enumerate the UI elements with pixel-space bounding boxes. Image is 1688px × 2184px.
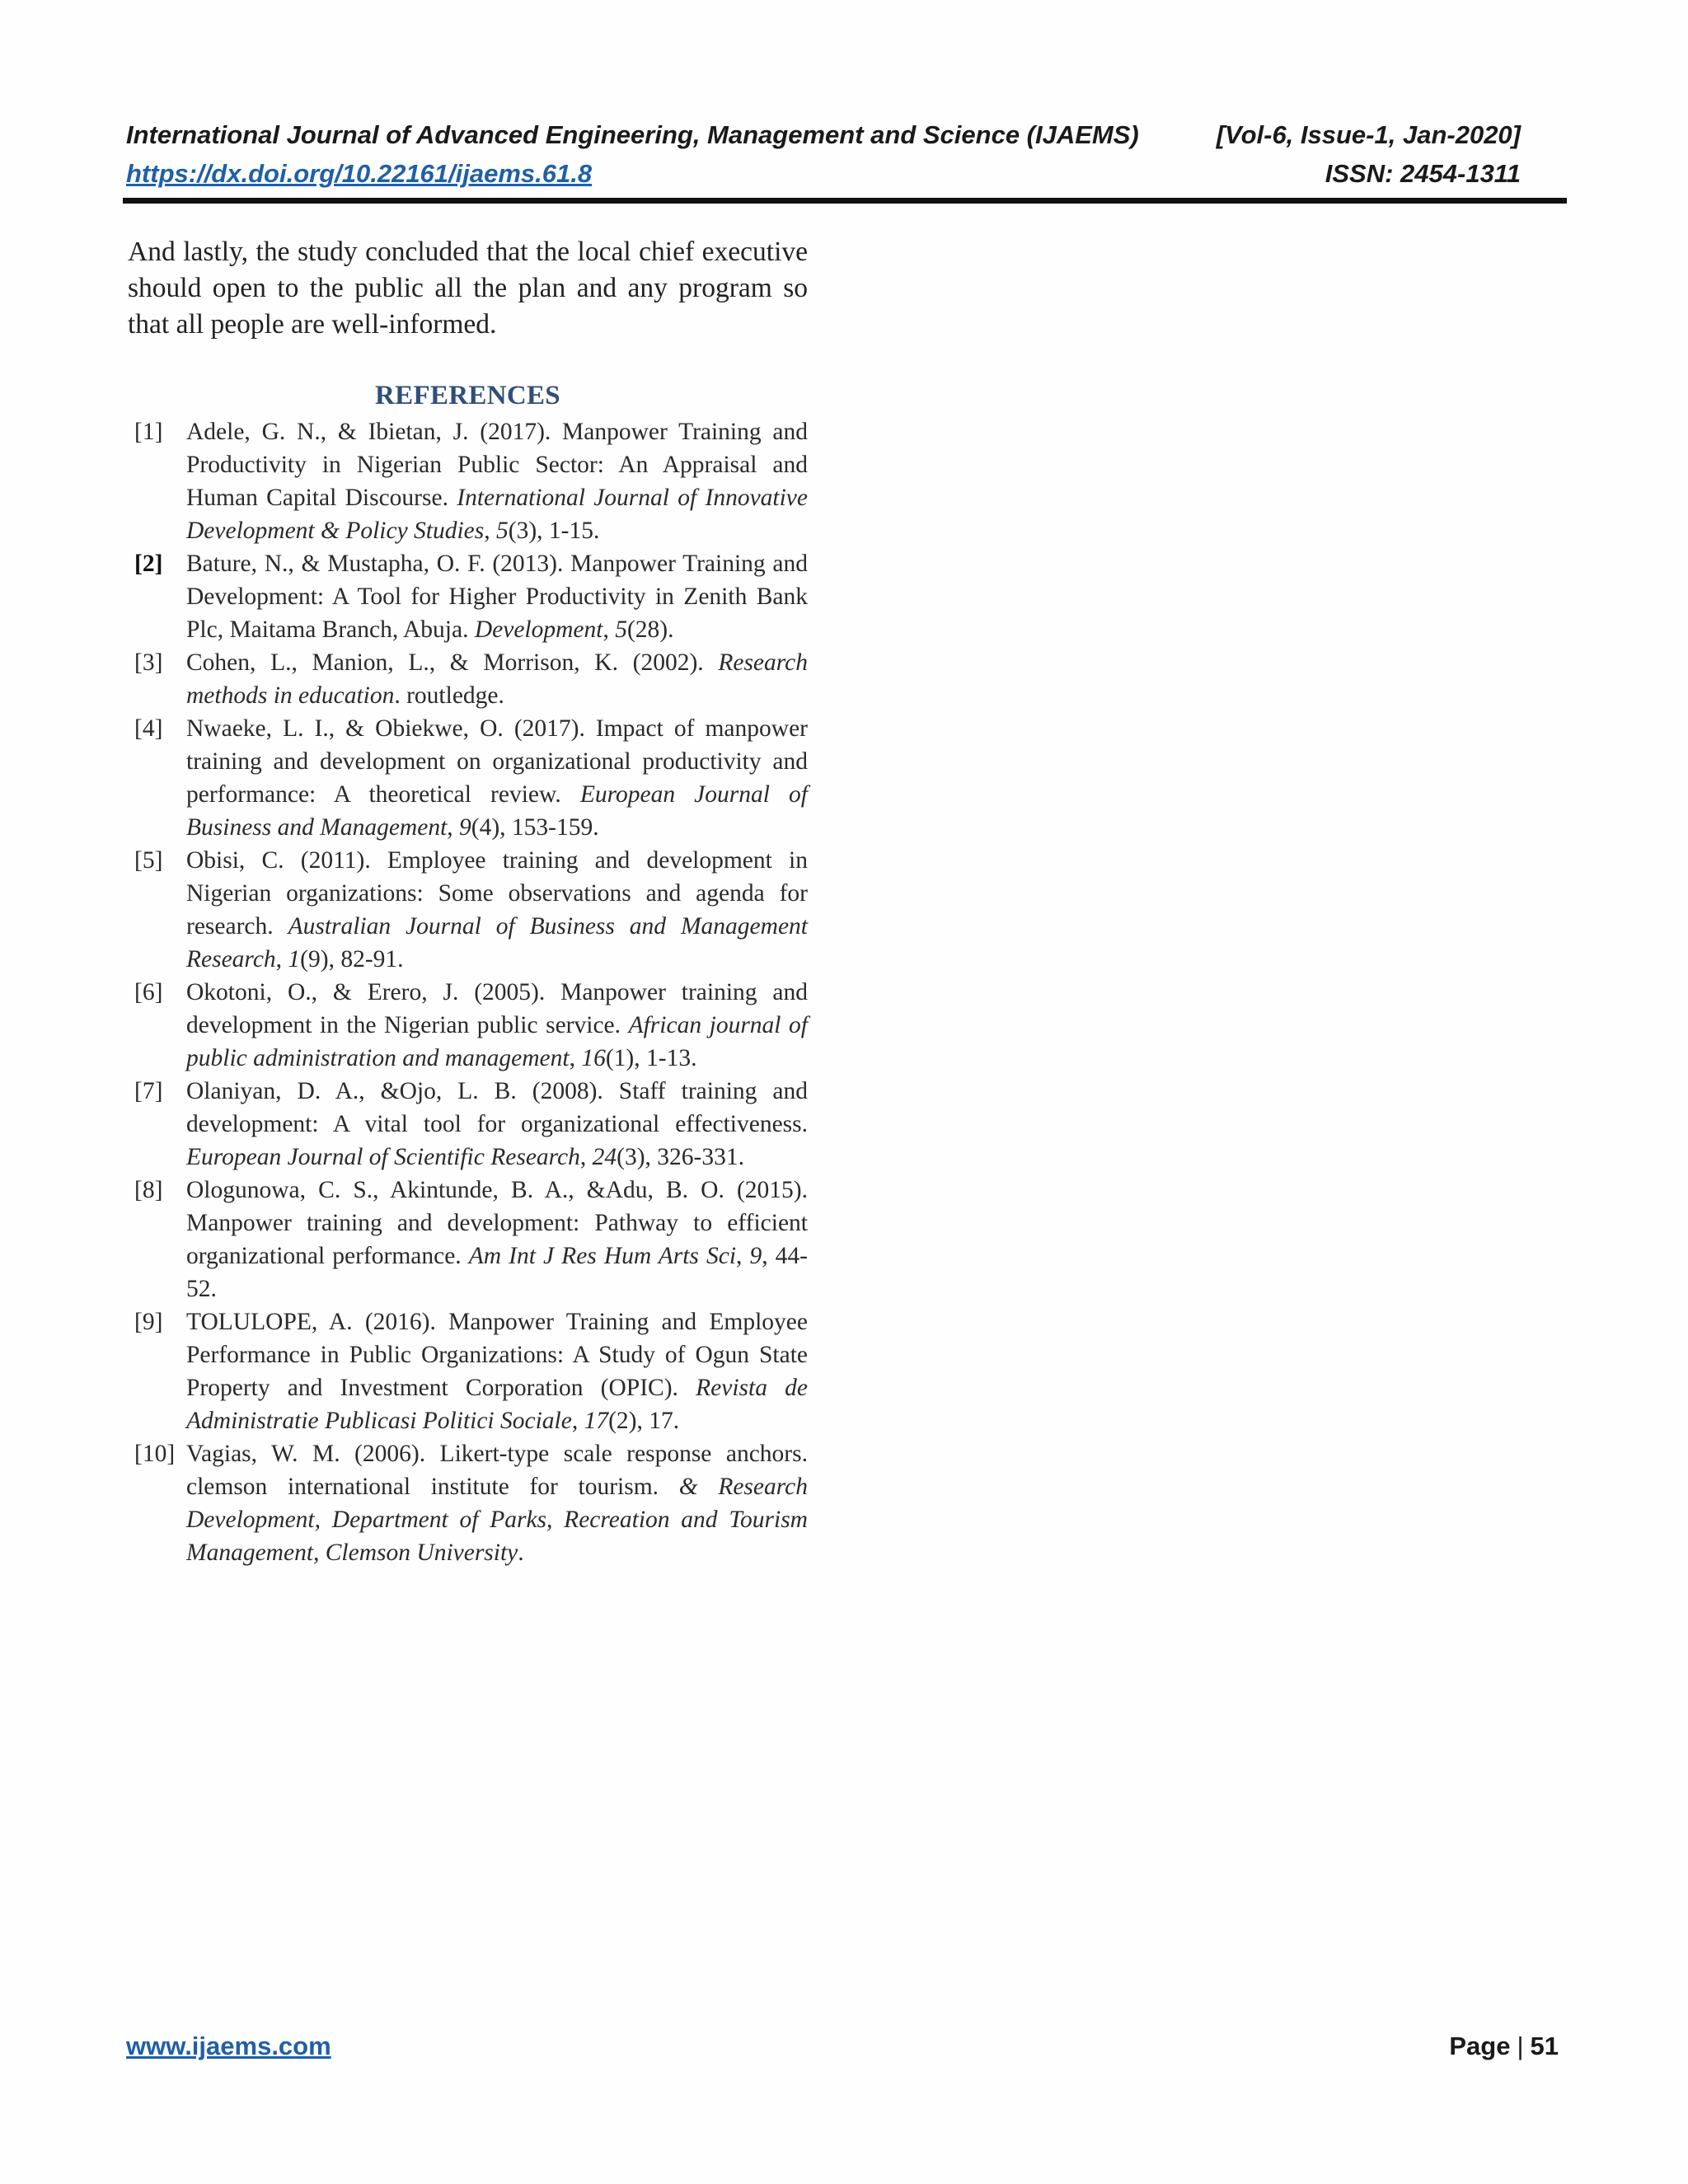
- reference-mid: ,: [571, 1408, 584, 1434]
- reference-journal: European Journal of Scientific Research: [186, 1144, 580, 1170]
- reference-mid: ,: [275, 946, 288, 972]
- reference-text: [186, 547, 808, 646]
- reference-volume: 1: [288, 946, 301, 972]
- reference-number: [9]: [134, 1309, 163, 1335]
- page-label: Page: [1449, 2032, 1511, 2060]
- issn: ISSN: 2454-1311: [1325, 159, 1521, 188]
- reference-item: [134, 547, 808, 646]
- reference-pre: Bature, N., & Mustapha, O. F. (2013). Manpower Training and Development: A Tool for Higher Productivity in Zenith Bank Plc, Maitama Branch, Abuja.: [186, 551, 808, 643]
- reference-volume: 9: [749, 1243, 762, 1269]
- page-number: [1449, 2032, 1559, 2061]
- reference-journal: Revista de Administratie Publicasi Politici Sociale: [186, 1375, 808, 1434]
- reference-number: [4]: [134, 715, 163, 742]
- reference-volume: 5: [615, 616, 627, 643]
- reference-journal: Development: [474, 616, 603, 643]
- reference-post: (28).: [626, 616, 674, 643]
- reference-pre: Olaniyan, D. A., &Ojo, L. B. (2008). Staff training and development: A vital tool for organizational effectiveness.: [186, 1078, 808, 1137]
- reference-text: [186, 1075, 808, 1174]
- reference-item: [134, 1437, 808, 1569]
- references-list: [134, 415, 808, 1569]
- reference-text: [186, 646, 808, 712]
- reference-number: [7]: [134, 1078, 163, 1104]
- reference-post: .: [518, 1540, 524, 1566]
- reference-number: [5]: [134, 847, 163, 874]
- reference-post: . routledge.: [394, 682, 504, 709]
- reference-volume: 5: [496, 518, 509, 544]
- reference-item: [134, 1305, 808, 1437]
- reference-item: [134, 1075, 808, 1174]
- page-number-value: 51: [1530, 2032, 1559, 2060]
- reference-item: [134, 415, 808, 547]
- reference-pre: Ologunowa, C. S., Akintunde, B. A., &Adu, B. O. (2015). Manpower training and development: Pathway to efficient organizational performance.: [186, 1177, 808, 1269]
- reference-text: [186, 1305, 808, 1437]
- reference-text: [186, 1437, 808, 1569]
- journal-title: International Journal of Advanced Engineering, Management and Science (IJAEMS): [126, 120, 1139, 149]
- reference-volume: 17: [584, 1408, 609, 1434]
- reference-item: [134, 646, 808, 712]
- reference-post: (1), 1-13.: [605, 1045, 697, 1071]
- reference-item: [134, 844, 808, 976]
- reference-volume: 9: [459, 814, 471, 841]
- reference-item: [134, 976, 808, 1075]
- reference-journal: European Journal of Business and Management: [186, 781, 808, 841]
- reference-pre: Obisi, C. (2011). Employee training and development in Nigerian organizations: Some observations and agenda for research.: [186, 847, 808, 940]
- issue-info: [Vol-6, Issue-1, Jan-2020]: [1216, 120, 1521, 149]
- references-heading: REFERENCES: [375, 381, 560, 410]
- reference-journal: Australian Journal of Business and Management Research: [186, 913, 808, 972]
- reference-pre: Cohen, L., Manion, L., & Morrison, K. (2002).: [186, 649, 719, 676]
- reference-mid: ,: [579, 1144, 593, 1170]
- reference-post: (3), 326-331.: [617, 1144, 745, 1170]
- reference-mid: ,: [603, 616, 616, 643]
- reference-mid: ,: [447, 814, 460, 841]
- reference-number: [6]: [134, 979, 163, 1005]
- reference-mid: ,: [736, 1243, 750, 1269]
- reference-post: (2), 17.: [608, 1408, 680, 1434]
- doi-link[interactable]: https://dx.doi.org/10.22161/ijaems.61.8: [126, 159, 593, 188]
- reference-journal: & Research Development, Department of Parks, Recreation and Tourism Management, Clemson University: [186, 1474, 808, 1566]
- reference-number: [2]: [134, 551, 163, 577]
- reference-pre: TOLULOPE, A. (2016). Manpower Training and Employee Performance in Public Organizations: A Study of Ogun State Property and Investment Corporation (OPIC).: [186, 1309, 808, 1401]
- reference-volume: 16: [581, 1045, 606, 1071]
- website-link[interactable]: www.ijaems.com: [126, 2032, 331, 2060]
- page-separator: |: [1517, 2032, 1524, 2060]
- reference-post: (3), 1-15.: [508, 518, 600, 544]
- reference-pre: Vagias, W. M. (2006). Likert-type scale response anchors. clemson international institute for tourism.: [186, 1441, 808, 1500]
- reference-pre: Nwaeke, L. I., & Obiekwe, O. (2017). Impact of manpower training and development on organizational productivity and performance: A theoretical review.: [186, 715, 808, 808]
- reference-pre: Okotoni, O., & Erero, J. (2005). Manpower training and development in the Nigerian public service.: [186, 979, 808, 1038]
- reference-number: [1]: [134, 419, 163, 445]
- reference-number: [10]: [134, 1441, 176, 1467]
- reference-journal: Research methods in education: [186, 649, 808, 709]
- reference-journal: International Journal of Innovative Development & Policy Studies: [186, 485, 808, 544]
- reference-text: [186, 712, 808, 844]
- conclusion-paragraph: And lastly, the study concluded that the local chief executive should open to the public all the plan and any program so that all people are well-informed.: [128, 237, 808, 340]
- reference-journal: African journal of public administration and management: [186, 1012, 809, 1071]
- reference-item: [134, 1174, 808, 1305]
- reference-mid: ,: [569, 1045, 582, 1071]
- header-rule: [123, 198, 1567, 204]
- reference-item: [134, 712, 808, 844]
- reference-post: , 44-52.: [186, 1243, 809, 1302]
- reference-post: (4), 153-159.: [471, 814, 599, 841]
- reference-number: [3]: [134, 649, 163, 676]
- reference-text: [186, 976, 808, 1075]
- reference-text: [186, 844, 808, 976]
- reference-pre: Adele, G. N., & Ibietan, J. (2017). Manpower Training and Productivity in Nigerian Public Sector: An Appraisal and Human Capital Discourse.: [186, 419, 808, 511]
- reference-mid: ,: [484, 518, 497, 544]
- reference-text: [186, 1174, 808, 1305]
- reference-post: (9), 82-91.: [300, 946, 404, 972]
- reference-number: [8]: [134, 1177, 163, 1203]
- reference-journal: Am Int J Res Hum Arts Sci: [468, 1243, 737, 1269]
- reference-volume: 24: [592, 1144, 617, 1170]
- reference-text: [186, 415, 808, 547]
